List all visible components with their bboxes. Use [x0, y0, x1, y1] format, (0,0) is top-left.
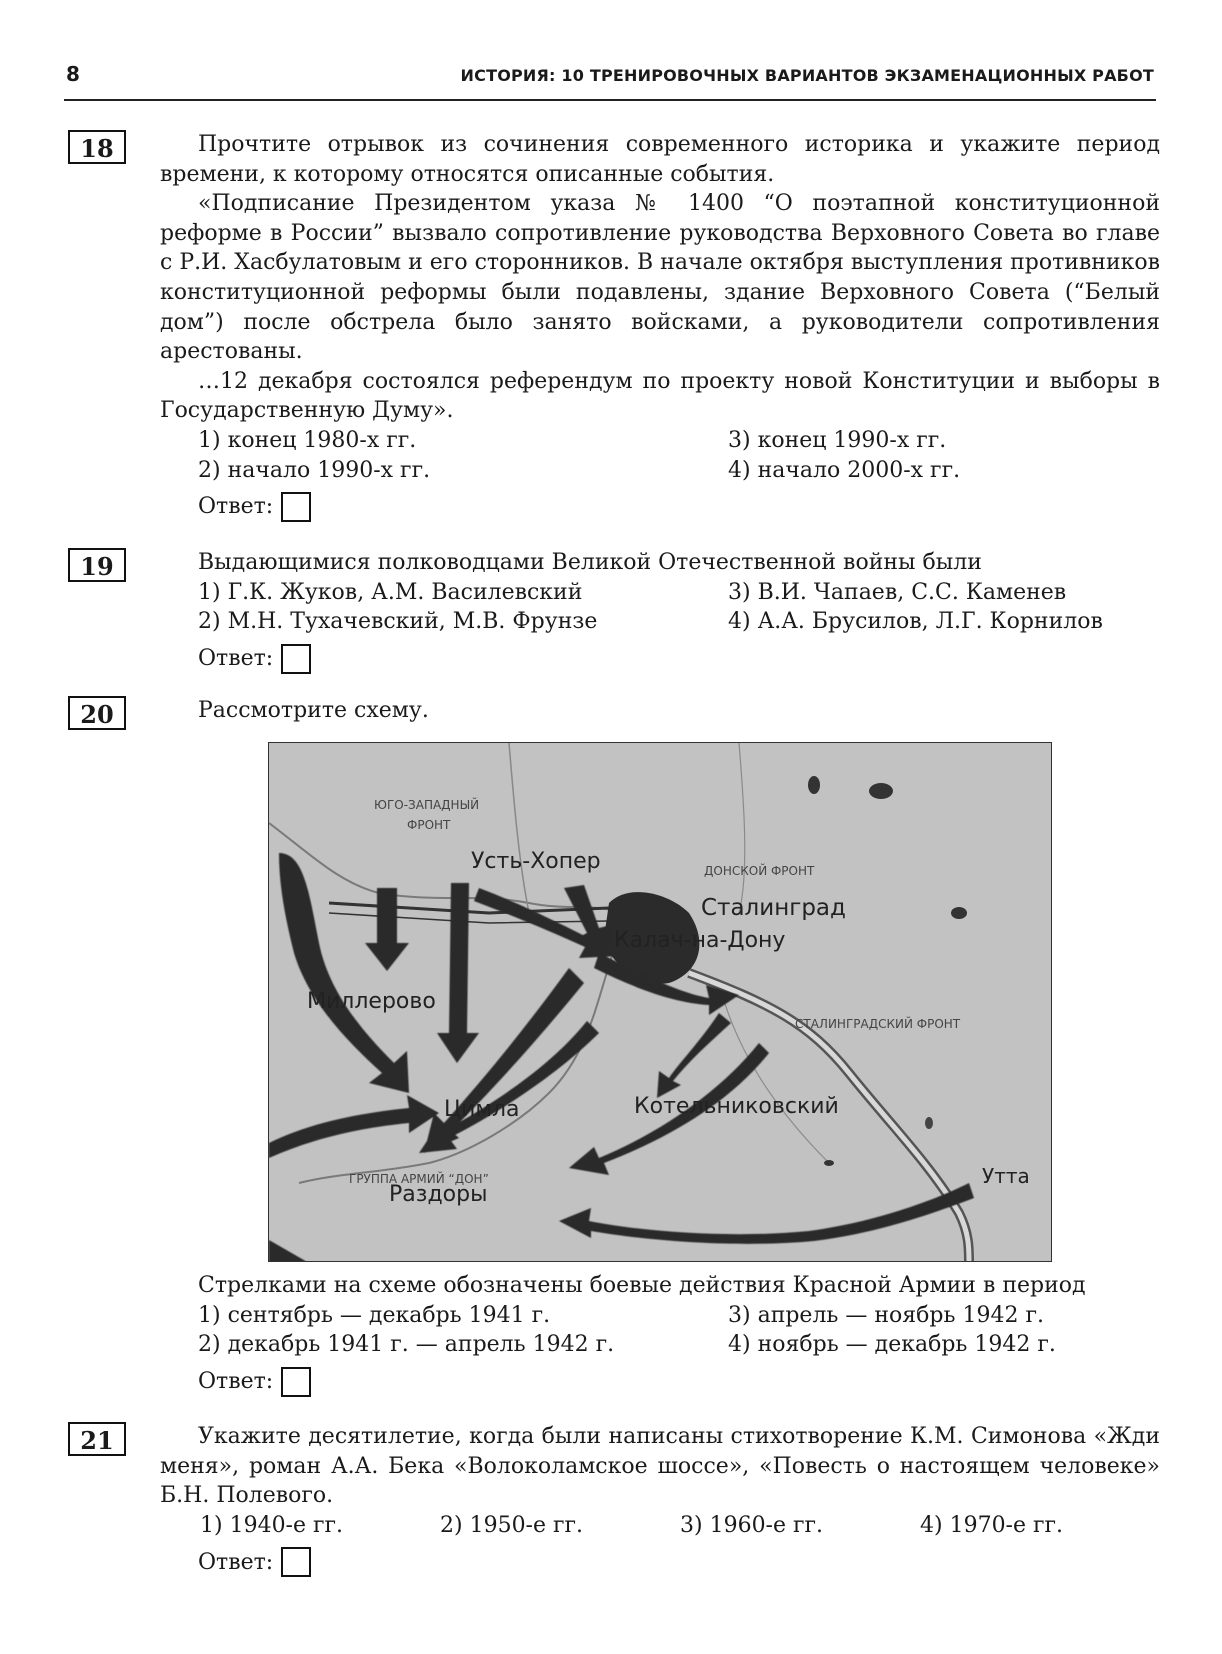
task-21-option-3: 3) 1960-е гг.: [680, 1512, 824, 1538]
task-19-options: [198, 578, 1198, 637]
map-label-sw-front-2: ФРОНТ: [407, 818, 451, 832]
answer-label: Ответ:: [198, 1549, 274, 1575]
task-21-prompt: Укажите десятилетие, когда были написаны стихотворение К.М. Симонова «Жди меня», роман А.А. Бека «Волоколамское шоссе», «Повесть о настоящем человеке» Б.Н. Полевого.: [160, 1424, 1160, 1509]
map-label-ust-khoper: Усть-Хопер: [471, 849, 601, 874]
answer-box-21[interactable]: [281, 1547, 311, 1577]
answer-box-18[interactable]: [281, 492, 311, 522]
task-18-option-4: 4) начало 2000-х гг.: [728, 457, 961, 483]
task-18-prompt: Прочтите отрывок из сочинения современного историка и укажите период времени, к которому относятся описанные события.: [160, 132, 1160, 187]
map-label-kalach: Калач-на-Дону: [614, 928, 786, 953]
task-number-21: 21: [68, 1422, 126, 1456]
task-number-20: 20: [68, 696, 126, 730]
answer-label: Ответ:: [198, 494, 274, 520]
task-18-option-1: 1) конец 1980-х гг.: [198, 427, 417, 453]
answer-label: Ответ:: [198, 645, 274, 671]
page-number: 8: [66, 62, 80, 86]
task-20-option-1: 1) сентябрь — декабрь 1941 г.: [198, 1302, 551, 1328]
running-header: ИСТОРИЯ: 10 ТРЕНИРОВОЧНЫХ ВАРИАНТОВ ЭКЗАМЕНАЦИОННЫХ РАБОТ: [460, 66, 1154, 85]
task-20-answer: [198, 1366, 1160, 1398]
task-18-quote-p2: …12 декабря состоялся референдум по проекту новой Конституции и выборы в Государственную Думу».: [160, 368, 1160, 424]
task-number-19: 19: [68, 548, 126, 582]
map-label-don-front: ДОНСКОЙ ФРОНТ: [704, 864, 815, 878]
map-label-sw-front: ЮГО-ЗАПАДНЫЙ: [374, 798, 480, 812]
header-rule: [64, 99, 1156, 101]
task-18-quote-p1: «Подписание Президентом указа № 1400 “О поэтапной конституционной реформе в России” вызвало сопротивление руководства Верховного Совета во главе с Р.И. Хасбулатовым и его сторонников. В начале октября выступления противников конституционной реформы были подавлены, здание Верховного Совета (“Белый дом”) после обстрела было занято войсками, а руководители сопротивления арестованы.: [160, 191, 1160, 365]
answer-box-20[interactable]: [281, 1367, 311, 1397]
map-label-stalingrad-front: СТАЛИНГРАДСКИЙ ФРОНТ: [795, 1017, 961, 1031]
battle-map: [268, 742, 1052, 1262]
task-18-options: [198, 426, 1198, 485]
map-label-stalingrad: Сталинград: [701, 895, 846, 921]
task-20-prompt: Рассмотрите схему.: [198, 698, 429, 723]
map-label-tsimla: Цимла: [444, 1097, 520, 1122]
task-19-option-1: 1) Г.К. Жуков, А.М. Василевский: [198, 579, 583, 605]
task-20-options: [198, 1301, 1198, 1360]
map-label-army-group-don: ГРУППА АРМИЙ “ДОН”: [349, 1172, 489, 1186]
task-21-answer: [198, 1546, 1160, 1578]
task-18-option-2: 2) начало 1990-х гг.: [198, 457, 431, 483]
task-19-prompt: Выдающимися полководцами Великой Отечественной войны были: [198, 550, 982, 575]
map-label-millerovo: Миллерово: [307, 989, 436, 1014]
answer-box-19[interactable]: [281, 644, 311, 674]
task-20-option-2: 2) декабрь 1941 г. — апрель 1942 г.: [198, 1332, 615, 1358]
map-label-kotelnikovsky: Котельниковский: [634, 1094, 839, 1119]
task-21-option-4: 4) 1970-е гг.: [920, 1512, 1064, 1538]
task-21-option-2: 2) 1950-е гг.: [440, 1512, 584, 1538]
task-20-question-text: Стрелками на схеме обозначены боевые действия Красной Армии в период: [198, 1273, 1086, 1298]
task-number-18: 18: [68, 130, 126, 164]
task-21-options: [200, 1511, 1160, 1541]
task-19-option-3: 3) В.И. Чапаев, С.С. Каменев: [728, 579, 1067, 605]
task-21-option-1: 1) 1940-е гг.: [200, 1512, 344, 1538]
task-20-option-3: 3) апрель — ноябрь 1942 г.: [728, 1302, 1044, 1328]
task-19-answer: [198, 643, 1160, 675]
answer-label: Ответ:: [198, 1368, 274, 1394]
task-20-option-4: 4) ноябрь — декабрь 1942 г.: [728, 1332, 1056, 1358]
map-label-utta: Утта: [982, 1164, 1030, 1188]
task-18-answer: [198, 491, 1160, 523]
task-19-option-2: 2) М.Н. Тухачевский, М.В. Фрунзе: [198, 609, 598, 635]
task-18-option-3: 3) конец 1990-х гг.: [728, 427, 947, 453]
map-label-razdory: Раздоры: [389, 1182, 488, 1207]
task-19-option-4: 4) А.А. Брусилов, Л.Г. Корнилов: [728, 609, 1103, 635]
